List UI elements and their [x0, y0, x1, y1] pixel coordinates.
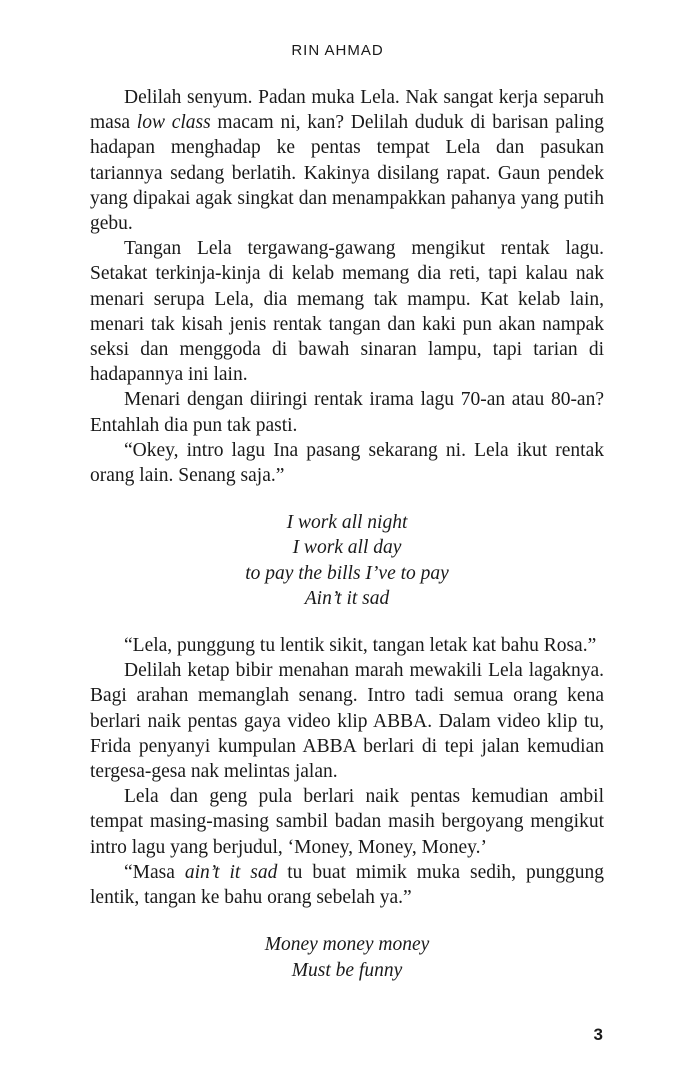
page-number: 3	[593, 1025, 603, 1044]
paragraph-1: Delilah senyum. Padan muka Lela. Nak sangat kerja separuh masa low class macam ni, kan? Delilah duduk di barisan paling hadapan menghadap ke pentas tempat Lela dan pasukan tariannya sedang berlatih. Kakinya disilang rapat. Gaun pendek yang dipakai agak singkat dan menampakkan pahanya yang putih gebu.	[90, 87, 604, 235]
song-verse-2	[90, 932, 604, 982]
verse-line: to pay the bills I’ve to pay	[245, 562, 449, 584]
verse-line: Money money money	[264, 934, 430, 956]
italic-phrase: low class	[136, 112, 211, 134]
italic-phrase: ain’t it sad	[184, 861, 278, 883]
paragraph-3: Menari dengan diiringi rentak irama lagu 70-an atau 80-an? Entahlah dia pun tak pasti.	[90, 389, 604, 436]
paragraph-8: “Masa ain’t it sad tu buat mimik muka sedih, punggung lentik, tangan ke bahu orang sebelah ya.”	[90, 861, 604, 909]
verse-line: I work all night	[286, 512, 408, 534]
paragraph-2: Tangan Lela tergawang-gawang mengikut rentak lagu. Setakat terkinja-kinja di kelab memang dia reti, tapi kalau nak menari serupa Lela, dia memang tak mampu. Kat kelab lain, menari tak kisah jenis rentak tangan dan kaki pun akan nampak seksi dan menggoda di bawah sinaran lampu, tapi tarian di hadapannya ini lain.	[90, 238, 604, 386]
paragraph-7: Lela dan geng pula berlari naik pentas kemudian ambil tempat masing-masing sambil badan masih bergoyang mengikut intro lagu yang berjudul, ‘Money, Money, Money.’	[90, 786, 604, 858]
verse-line: Ain’t it sad	[304, 587, 390, 609]
verse-line: Must be funny	[291, 959, 403, 981]
running-header: RIN AHMAD	[291, 42, 384, 59]
song-verse-1	[90, 510, 604, 611]
body-text	[90, 85, 604, 1005]
paragraph-6: Delilah ketap bibir menahan marah mewakili Lela lagaknya. Bagi arahan memanglah senang. Intro tadi semua orang kena berlari naik pentas gaya video klip ABBA. Dalam video klip tu, Frida penyanyi kumpulan ABBA berlari di tepi jalan kemudian tergesa-gesa nak melintas jalan.	[90, 660, 604, 783]
verse-line: I work all day	[292, 537, 402, 559]
paragraph-5: “Lela, punggung tu lentik sikit, tangan letak kat bahu Rosa.”	[124, 635, 597, 657]
paragraph-4: “Okey, intro lagu Ina pasang sekarang ni. Lela ikut rentak orang lain. Senang saja.”	[90, 439, 604, 487]
